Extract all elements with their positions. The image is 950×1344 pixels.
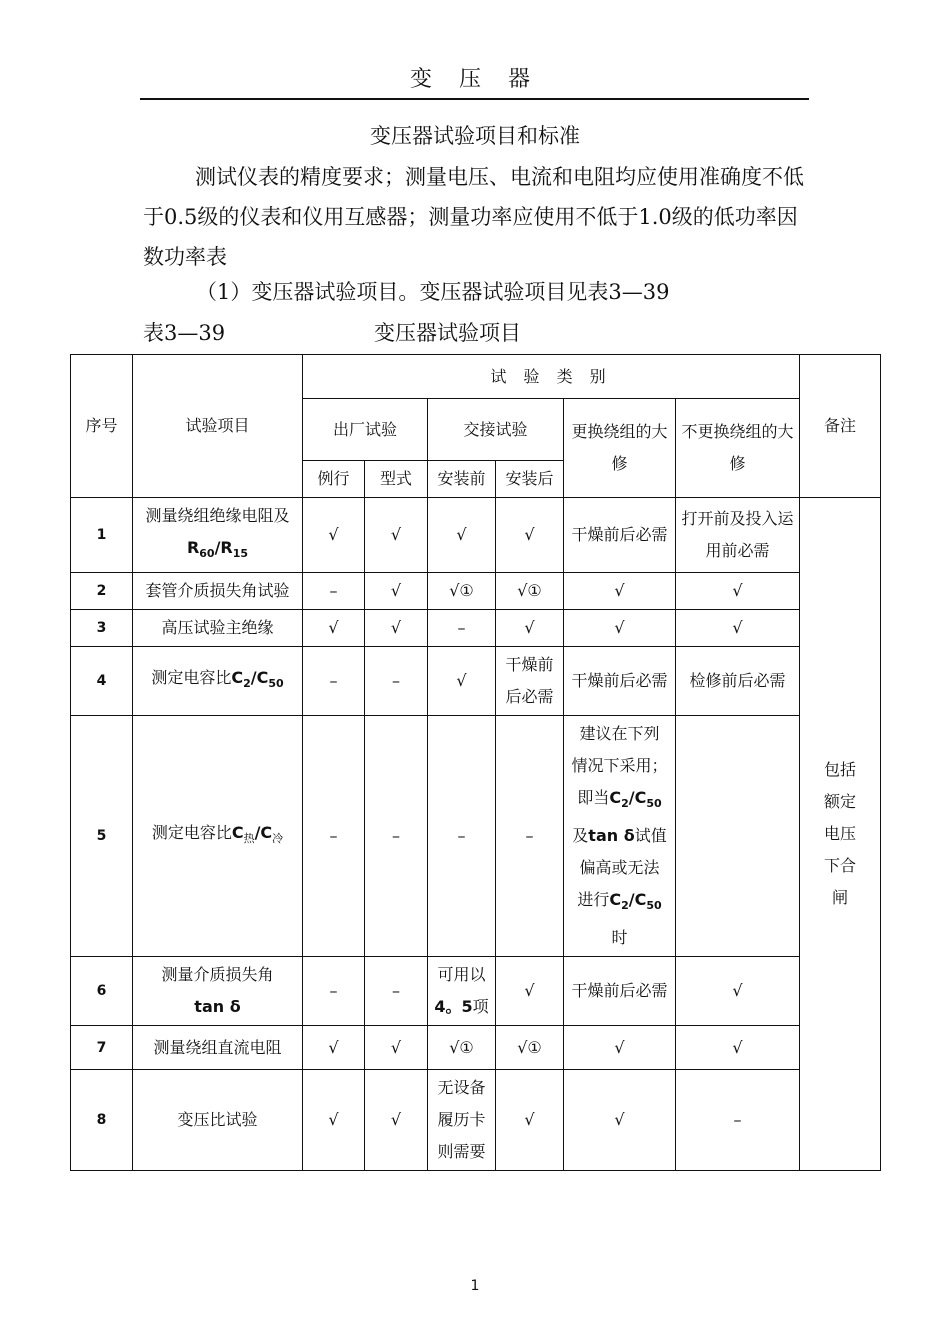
cell-type: √ (365, 573, 428, 610)
cell-no-rewind: √ (676, 1026, 800, 1070)
header-handover: 交接试验 (428, 399, 564, 461)
table-row (71, 647, 881, 716)
cell-routine: – (303, 957, 365, 1026)
cell-after: √ (496, 1070, 564, 1171)
cell-before: √① (428, 1026, 496, 1070)
table-caption (143, 317, 521, 347)
header-after-install: 安装后 (496, 461, 564, 498)
section-title: 变压器试验项目和标准 (370, 124, 580, 148)
paragraph-text: 测试仪表的精度要求；测量电压、电流和电阻均应使用准确度不低于0.5级的仪表和仪用互感器；测量功率应使用不低于1.0级的低功率因数功率表 (143, 165, 804, 269)
row-item: 测量绕组直流电阻 (133, 1026, 303, 1070)
row-number: 4 (71, 647, 133, 716)
row-number: 3 (71, 610, 133, 647)
page-number: 1 (470, 1278, 480, 1294)
test-items-table (70, 354, 881, 1171)
row-item: 测定电容比$C_2/C_{50}$ (133, 647, 303, 716)
cell-before: √ (428, 647, 496, 716)
table-row (71, 610, 881, 647)
row-number: 8 (71, 1070, 133, 1171)
cell-routine: √ (303, 1070, 365, 1171)
table-row (71, 1070, 881, 1171)
cell-rewind: √ (564, 610, 676, 647)
row-item: 套管介质损失角试验 (133, 573, 303, 610)
cell-before: 无设备 履历卡 则需要 (428, 1070, 496, 1171)
header-category: 试 验 类 别 (303, 355, 800, 399)
cell-routine: √ (303, 498, 365, 573)
cell-type: √ (365, 1070, 428, 1171)
cell-after: √ (496, 957, 564, 1026)
cell-rewind: 干燥前后必需 (564, 498, 676, 573)
cell-rewind: √ (564, 1070, 676, 1171)
cell-rewind: √ (564, 1026, 676, 1070)
row-number: 6 (71, 957, 133, 1026)
cell-type: √ (365, 498, 428, 573)
row-item: 变压比试验 (133, 1070, 303, 1171)
header-type: 型式 (365, 461, 428, 498)
cell-after: √ (496, 498, 564, 573)
cell-before: 可用以 4。5项 (428, 957, 496, 1026)
table-row (71, 1026, 881, 1070)
cell-before: √ (428, 498, 496, 573)
row-item: 高压试验主绝缘 (133, 610, 303, 647)
table-caption-title: 变压器试验项目 (374, 321, 521, 345)
cell-no-rewind (676, 716, 800, 957)
table-row (71, 573, 881, 610)
header-rewind: 更换绕组的大修 (564, 399, 676, 498)
cell-no-rewind: 打开前及投入运用前必需 (676, 498, 800, 573)
cell-rewind: 干燥前后必需 (564, 957, 676, 1026)
row-item: 测量介质损失角 tan δ (133, 957, 303, 1026)
cell-rewind: 建议在下列 情况下采用； 即当$C_2/C_{50}$ 及tan δ试值 偏高或无法 进行$C_2/C_{50}$ 时 (564, 716, 676, 957)
row-number: 2 (71, 573, 133, 610)
table-caption-label: 表3—39 (143, 321, 226, 345)
cell-type: – (365, 716, 428, 957)
header-seq: 序号 (71, 355, 133, 498)
item-1-text: （1）变压器试验项目。变压器试验项目见表3—39 (196, 280, 670, 304)
header-factory: 出厂试验 (303, 399, 428, 461)
cell-rewind: √ (564, 573, 676, 610)
cell-routine: √ (303, 610, 365, 647)
row-number: 5 (71, 716, 133, 957)
cell-rewind: 干燥前后必需 (564, 647, 676, 716)
cell-type: √ (365, 1026, 428, 1070)
precision-paragraph (143, 157, 811, 277)
cell-after: √① (496, 1026, 564, 1070)
table-row (71, 957, 881, 1026)
cell-type: √ (365, 610, 428, 647)
header-no-rewind: 不更换绕组的大修 (676, 399, 800, 498)
table-row (71, 498, 881, 573)
cell-before: – (428, 610, 496, 647)
row-number: 7 (71, 1026, 133, 1070)
cell-remark: 包括额定电压下合闸 (800, 498, 881, 1171)
header-routine: 例行 (303, 461, 365, 498)
header-item: 试验项目 (133, 355, 303, 498)
header-remark: 备注 (800, 355, 881, 498)
header-rule (140, 98, 809, 100)
cell-after: 干燥前后必需 (496, 647, 564, 716)
cell-before: √① (428, 573, 496, 610)
table-row (71, 716, 881, 957)
header-before-install: 安装前 (428, 461, 496, 498)
cell-type: – (365, 957, 428, 1026)
cell-no-rewind: √ (676, 610, 800, 647)
row-item: 测定电容比$C_热/C_冷$ (133, 716, 303, 957)
row-number: 1 (71, 498, 133, 573)
cell-after: √ (496, 610, 564, 647)
cell-type: – (365, 647, 428, 716)
cell-after: – (496, 716, 564, 957)
page-header: 变 压 器 (410, 67, 540, 92)
cell-after: √① (496, 573, 564, 610)
cell-routine: – (303, 573, 365, 610)
cell-routine: – (303, 647, 365, 716)
cell-routine: √ (303, 1026, 365, 1070)
row-item: 测量绕组绝缘电阻及 $R_{60}/R_{15}$ (133, 498, 303, 573)
cell-no-rewind: – (676, 1070, 800, 1171)
cell-before: – (428, 716, 496, 957)
cell-no-rewind: 检修前后必需 (676, 647, 800, 716)
cell-no-rewind: √ (676, 573, 800, 610)
cell-routine: – (303, 716, 365, 957)
cell-no-rewind: √ (676, 957, 800, 1026)
